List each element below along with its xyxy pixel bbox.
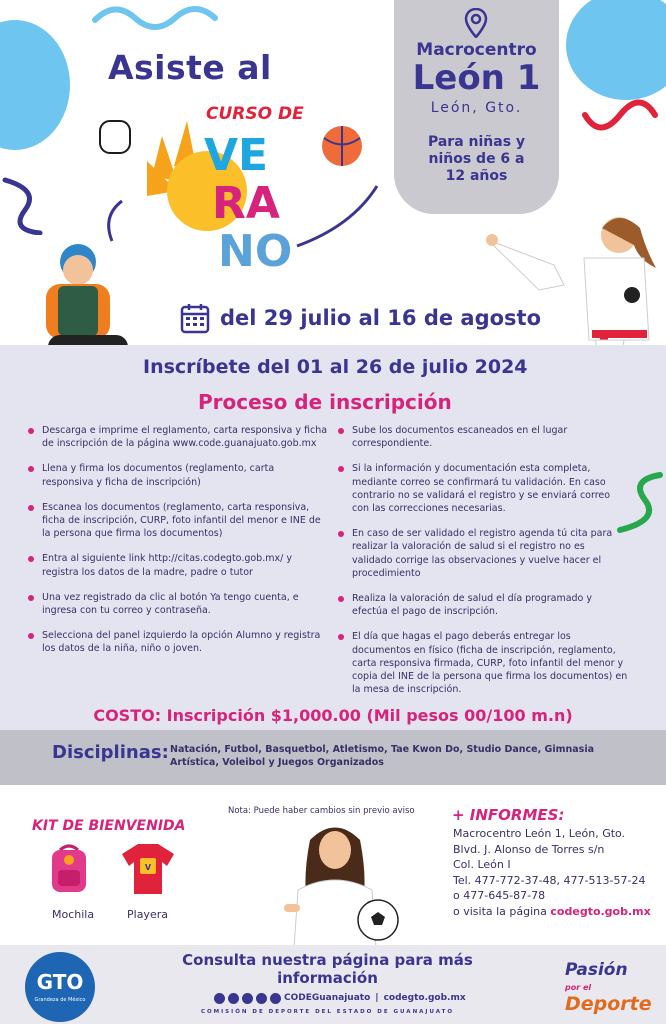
proceso-heading: Proceso de inscripción — [198, 390, 452, 414]
separator: | — [375, 993, 379, 1003]
informes-line: Macrocentro León 1, León, Gto. — [453, 827, 626, 840]
tiktok-icon[interactable] — [270, 993, 281, 1004]
step-item: Entra al siguiente link http://citas.codegto.gob.mx/ y registra los datos de la madre, padre o tutor — [28, 552, 328, 578]
step-item: En caso de ser validado el registro agenda tú cita para realizar la valoración de salud si el registro no es validado corrige las observaciones y vuelve hacer el procedimiento — [338, 527, 628, 580]
social-handle[interactable]: CODEGuanajuato — [284, 993, 371, 1003]
tshirt-icon — [120, 840, 176, 896]
informes-line: o 477-645-87-78 — [453, 889, 546, 902]
steps-left-column — [28, 424, 328, 668]
kit-item-playera: Playera — [127, 908, 168, 921]
decor-squiggle-left — [0, 175, 60, 235]
top-section — [0, 0, 666, 345]
step-item: Realiza la valoración de salud el día programado y efectúa el pago de inscripción. — [338, 592, 628, 618]
pasion-line3: Deporte — [565, 993, 652, 1015]
dates-row — [180, 300, 541, 336]
gto-logo-text: GTO — [36, 970, 84, 994]
disciplinas-list: Natación, Futbol, Basquetbol, Atletismo, Tae Kwon Do, Studio Dance, Gimnasia Artística, Voleibol y Juegos Organizados — [170, 744, 594, 768]
location-line1: Macrocentro — [416, 40, 537, 60]
comision-text: COMISIÓN DE DEPORTE DEL ESTADO DE GUANAJUATO — [200, 1009, 455, 1015]
instagram-icon[interactable] — [228, 993, 239, 1004]
decor-squiggle-top — [90, 0, 230, 30]
informes-line: Tel. 477-772-37-48, 477-513-57-24 — [453, 873, 646, 887]
costo-text: COSTO: Inscripción $1,000.00 (Mil pesos 00/100 m.n) — [93, 706, 573, 725]
asiste-heading: Asiste al — [108, 48, 272, 87]
pasion-line1: Pasión — [565, 960, 628, 980]
consulta-text: Consulta nuestra página para más información — [182, 951, 473, 987]
audience-text: Para niñas y niños de 6 a 12 años — [427, 134, 526, 184]
kit-title: KIT DE BIENVENIDA — [32, 818, 186, 834]
facebook-icon[interactable] — [214, 993, 225, 1004]
step-item: Escanea los documentos (reglamento, carta responsiva, ficha de inscripción, CURP, foto infantil del menor e INE de la persona que firma los documentos) — [28, 501, 328, 541]
informes-details — [453, 826, 663, 919]
step-item: Llena y firma los documentos (reglamento, carta responsiva y ficha de inscripción) — [28, 462, 328, 488]
step-item: Selecciona del panel izquierdo la opción Alumno y registra los datos de la niña, niño o joven. — [28, 629, 328, 655]
decor-squiggle-right — [580, 85, 660, 145]
footer-site-link[interactable]: codegto.gob.mx — [383, 993, 466, 1003]
location-box — [394, 0, 559, 214]
pasion-line2: por el — [565, 983, 592, 992]
kit-item-mochila: Mochila — [52, 908, 95, 921]
verano-ve: VE — [204, 130, 269, 181]
calendar-icon — [180, 302, 210, 334]
step-item: Sube los documentos escaneados en el lugar correspondiente. — [338, 424, 628, 450]
backpack-icon — [48, 842, 90, 894]
step-item: Descarga e imprime el reglamento, carta responsiva y ficha de inscripción de la página www.code.guanajuato.gob.mx — [28, 424, 328, 450]
step-item: El día que hagas el pago deberás entregar los documentos en físico (ficha de inscripción, reglamento, carta responsiva firmada, CURP, foto infantil del menor y copia del INE de la persona que firma los documentos) en la mesa de inscripción. — [338, 630, 628, 696]
location-pin-icon — [464, 8, 488, 38]
x-icon[interactable] — [242, 993, 253, 1004]
youtube-icon[interactable] — [256, 993, 267, 1004]
pasion-por-el-deporte-logo — [565, 962, 660, 1013]
decor-blob-left — [0, 20, 70, 150]
step-item: Si la información y documentación esta completa, mediante correo se confirmará tu validación. En caso contrario no se validará el registro y se enviará correo con las correcciones necesarias. — [338, 462, 628, 515]
girl-with-soccer-ball-image — [270, 820, 400, 948]
informes-line: Col. León I — [453, 858, 511, 871]
social-row — [214, 991, 466, 1005]
informes-web-line — [453, 904, 663, 920]
location-line3: León, Gto. — [430, 100, 523, 116]
informes-web-prefix: o visita la página — [453, 904, 551, 918]
informes-line: Blvd. J. Alonso de Torres s/n — [453, 842, 605, 856]
dates-text: del 29 julio al 16 de agosto — [220, 306, 541, 330]
nota-text: Nota: Puede haber cambios sin previo aviso — [228, 806, 415, 816]
gto-logo-subtext: Grandeza de México — [34, 997, 86, 1003]
svg-text:V: V — [144, 863, 152, 872]
location-line2: León 1 — [412, 58, 541, 98]
disciplinas-label: Disciplinas: — [52, 742, 169, 763]
informes-web-link[interactable]: codegto.gob.mx — [550, 904, 651, 918]
verano-no: NO — [218, 226, 293, 277]
steps-right-column — [338, 424, 628, 708]
inscribete-heading: Inscríbete del 01 al 26 de julio 2024 — [143, 356, 528, 378]
step-item: Una vez registrado da clic al botón Ya tengo cuenta, e ingresa con tu correo y contraseña. — [28, 591, 328, 617]
informes-title: + INFORMES: — [452, 806, 565, 824]
verano-ra: RA — [212, 178, 280, 229]
curso-de-label: CURSO DE — [206, 104, 304, 124]
